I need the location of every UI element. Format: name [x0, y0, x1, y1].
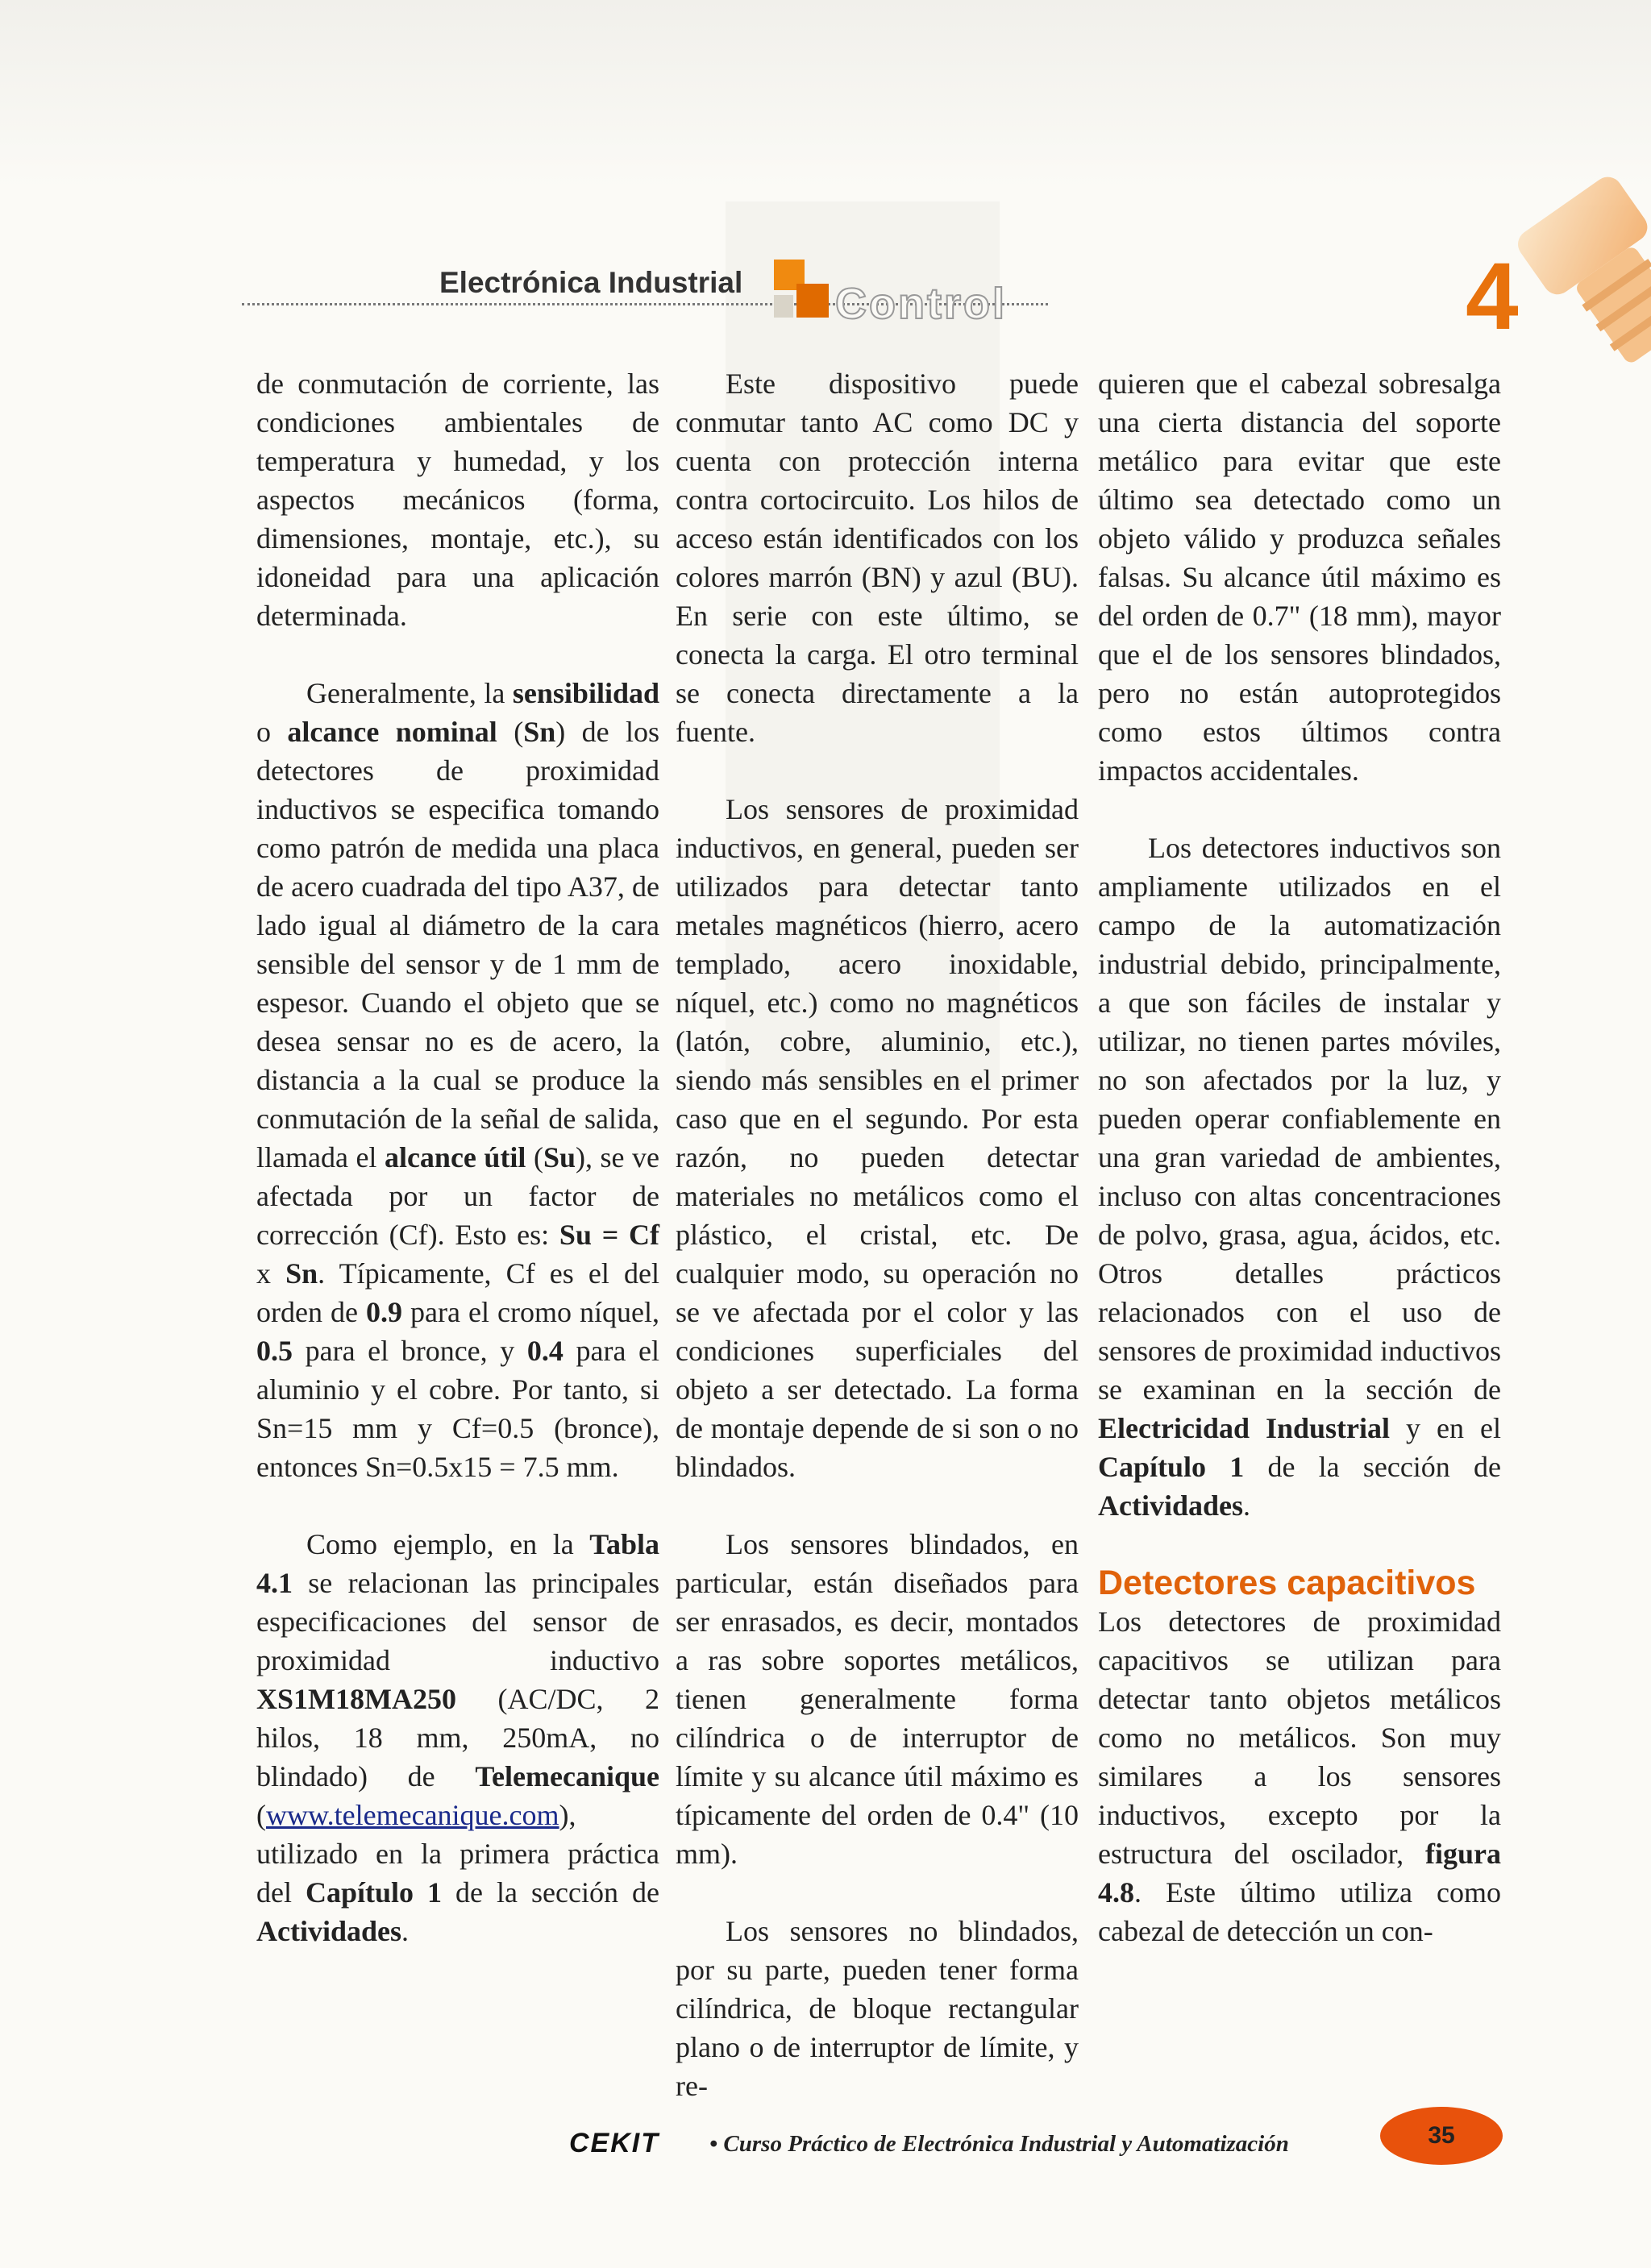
paragraph: Los sensores blindados, en particular, están diseñados para ser enrasados, es decir, montados a ras sobre soportes metálicos, tienen generalmente forma cilíndrica o de interruptor de límite y su alcance útil máximo es típicamente del orden de 0.4" (10 mm). — [676, 1528, 1079, 1870]
paragraph: quieren que el cabezal sobresalga una cierta distancia del soporte metálico para evitar que este último sea detectado como un objeto válido y produzca señales falsas. Su alcance útil máximo es del orden de 0.7" (18 mm), mayor que el de los sensores blindados, pero no están autoprotegidos como estos últimos contra impactos accidentales. — [1098, 368, 1501, 787]
page-number: 35 — [1428, 2122, 1455, 2149]
paragraph: Como ejemplo, en la Tabla 4.1 se relacionan las principales especificaciones del sensor de proximidad inductivo XS1M18MA250 (AC/DC, 2 hilos, 18 mm, 250mA, no blindado) de Telemecanique (www.telemecanique.com), utilizado en la primera práctica del Capítulo 1 de la sección de Actividades. — [256, 1528, 659, 1947]
footer-course-title: • Curso Práctico de Electrónica Industrial y Automatización — [709, 2131, 1289, 2157]
text-column-3 — [1098, 364, 1501, 1950]
logo-squares-icon — [774, 260, 829, 318]
paragraph: Este dispositivo puede conmutar tanto AC como DC y cuenta con protección interna contra cortocircuito. Los hilos de acceso están identificados con los colores marrón (BN) y azul (BU). En serie con este último, se conecta la carga. El otro terminal se conecta directamente a la fuente. — [676, 368, 1079, 748]
sensor-illustration-icon — [1499, 153, 1651, 443]
paragraph: Los sensores de proximidad inductivos, en general, pueden ser utilizados para detectar tanto metales magnéticos (hierro, acero templado, acero inoxidable, níquel, etc.) como no magnéticos (latón, cobre, aluminio, etc.), siendo más sensibles en el primer caso que en el segundo. Por esta razón, no pueden detectar materiales no metálicos como el plástico, el cristal, etc. De cualquier modo, su operación no se ve afectada por el color y las condiciones superficiales del objeto a ser detectado. La forma de montaje depende de si son o no blindados. — [676, 793, 1079, 1483]
paragraph: Los detectores inductivos son ampliamente utilizados en el campo de la automatización industrial debido, principalmente, a que son fáciles de instalar y utilizar, no tienen partes móviles, no son afectados por la luz, y pueden operar confiablemente en una gran variedad de ambientes, incluso con altas concentraciones de polvo, grasa, agua, ácidos, etc. Otros detalles prácticos relacionados con el uso de sensores de proximidad inductivos se examinan en la sección de Electricidad Industrial y en el Capítulo 1 de la sección de Actividades. — [1098, 832, 1501, 1522]
text-column-2 — [676, 364, 1079, 2105]
telemecanique-link[interactable]: www.telemecanique.com — [266, 1799, 559, 1831]
text-column-1 — [256, 364, 659, 1950]
footer-brand-logo: CEKIT — [569, 2128, 659, 2158]
page-number-badge — [1380, 2107, 1503, 2165]
section-brand-word: Control — [835, 280, 1007, 328]
paragraph: Los detectores de proximidad capacitivos se utilizan para detectar tanto objetos metálicos como no metálicos. Son muy similares a los sensores inductivos, excepto por la estructura del oscilador, figura 4.8. Este último utiliza como cabezal de detección un con- — [1098, 1605, 1501, 1947]
paragraph: Generalmente, la sensibilidad o alcance nominal (Sn) de los detectores de proximidad inductivos se especifica tomando como patrón de medida una placa de acero cuadrada del tipo A37, de lado igual al diámetro de la cara sensible del sensor y de 1 mm de espesor. Cuando el objeto que se desea sensar no es de acero, la distancia a la cual se produce la conmutación de la señal de salida, llamada el alcance útil (Su), se ve afectada por un factor de corrección (Cf). Esto es: Su = Cf x Sn. Típicamente, Cf es el del orden de 0.9 para el cromo níquel, 0.5 para el bronce, y 0.4 para el aluminio y el cobre. Por tanto, si Sn=15 mm y Cf=0.5 (bronce), entonces Sn=0.5x15 = 7.5 mm. — [256, 677, 660, 1483]
chapter-number: 4 — [1466, 243, 1519, 350]
subheading: Detectores capacitivos — [1098, 1564, 1476, 1602]
section-title: Electrónica Industrial — [439, 266, 743, 299]
top-shading — [0, 0, 1651, 189]
paragraph: de conmutación de corriente, las condiciones ambientales de temperatura y humedad, y los aspectos mecánicos (forma, dimensiones, montaje, etc.), su idoneidad para una aplicación determinada. — [256, 368, 659, 632]
paragraph: Los sensores no blindados, por su parte, pueden tener forma cilíndrica, de bloque rectangular plano o de interruptor de límite, y re- — [676, 1915, 1079, 2102]
